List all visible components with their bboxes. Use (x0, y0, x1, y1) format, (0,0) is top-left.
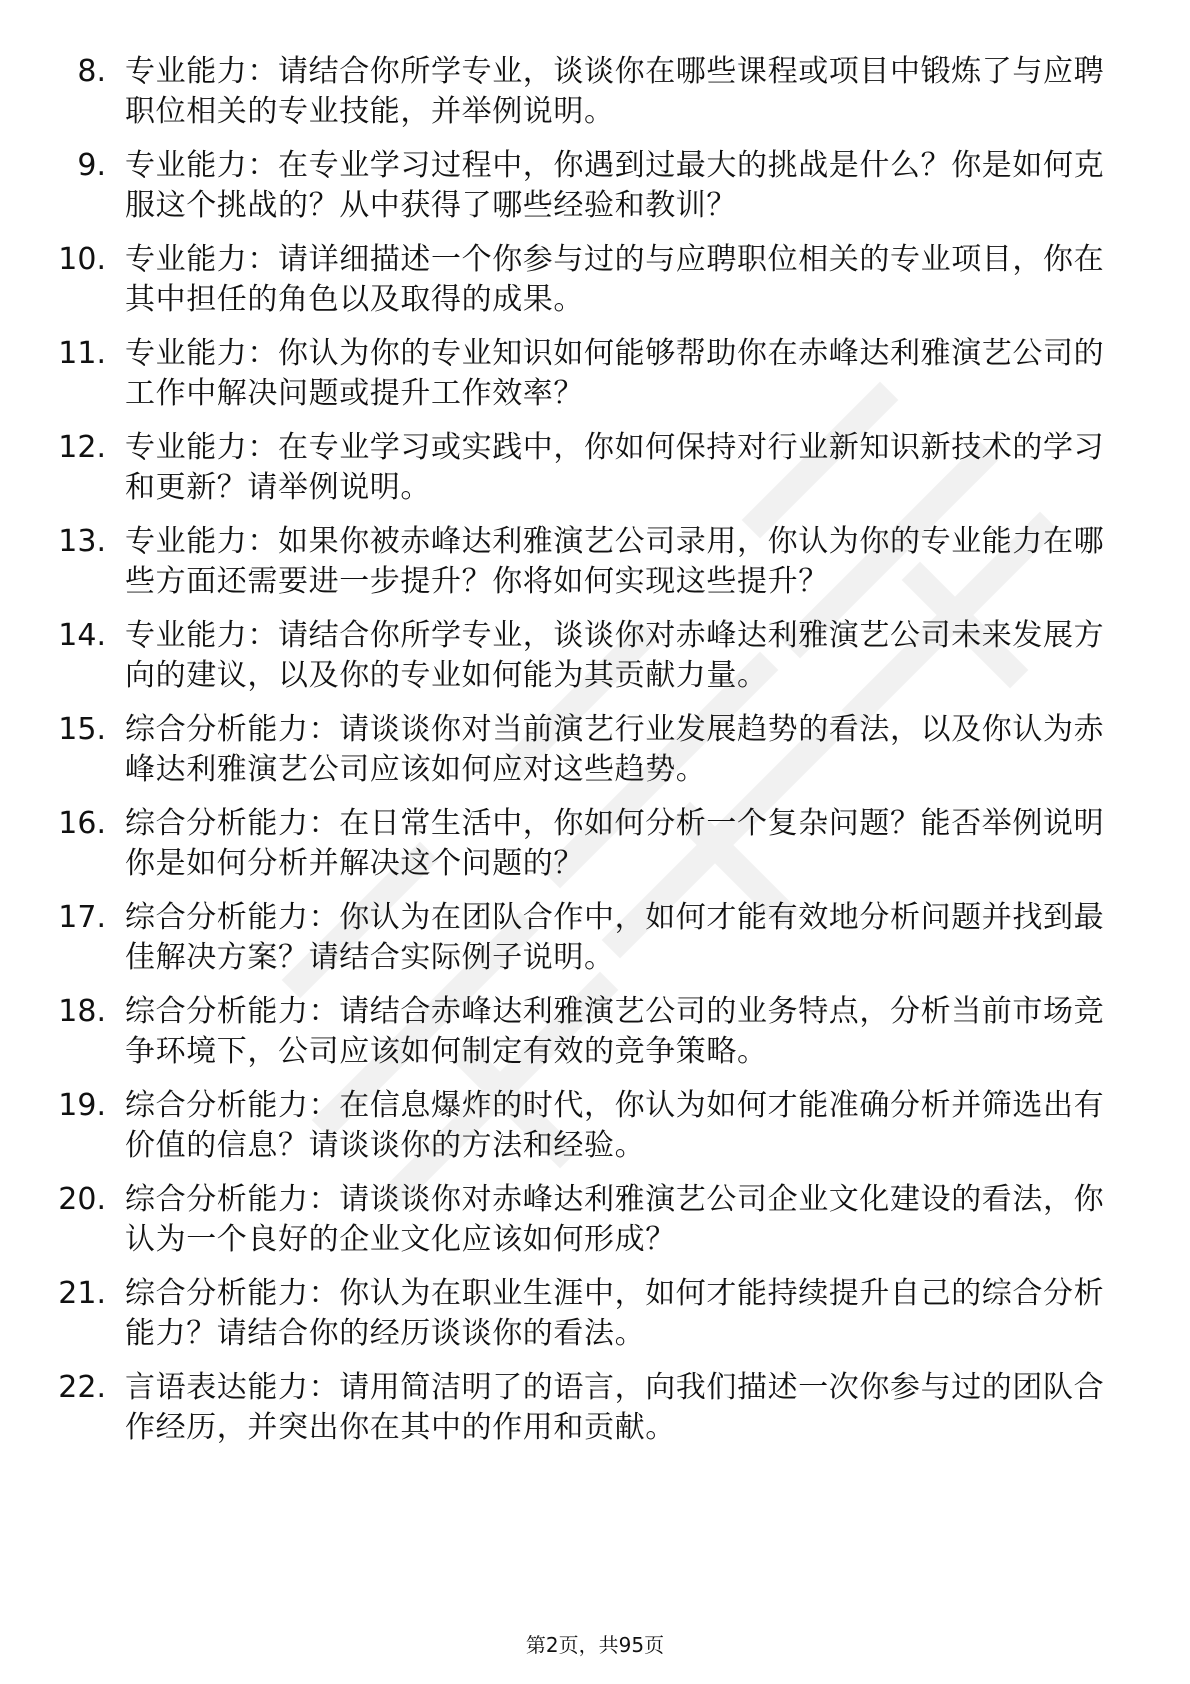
question-number: 21. (58, 1276, 106, 1311)
question-number: 10. (58, 242, 106, 277)
question-item-22 (0, 1368, 1190, 1462)
question-item-21 (0, 1274, 1190, 1368)
question-number: 13. (58, 524, 106, 559)
page-footer: 第2页，共95页 (525, 1633, 665, 1657)
question-item-17 (0, 898, 1190, 992)
question-list (0, 52, 1190, 1462)
question-item-12 (0, 428, 1190, 522)
question-item-14 (0, 616, 1190, 710)
question-text: 综合分析能力：请结合赤峰达利雅演艺公司的业务特点，分析当前市场竞争环境下，公司应该如何制定有效的竞争策略。 (125, 994, 1105, 1069)
question-text: 综合分析能力：请谈谈你对当前演艺行业发展趋势的看法，以及你认为赤峰达利雅演艺公司应该如何应对这些趋势。 (125, 712, 1105, 787)
question-text: 综合分析能力：在日常生活中，你如何分析一个复杂问题？能否举例说明你是如何分析并解决这个问题的？ (125, 806, 1105, 881)
question-number: 17. (58, 900, 106, 935)
question-text: 专业能力：请详细描述一个你参与过的与应聘职位相关的专业项目，你在其中担任的角色以及取得的成果。 (125, 242, 1105, 317)
question-item-20 (0, 1180, 1190, 1274)
question-text: 专业能力：在专业学习或实践中，你如何保持对行业新知识新技术的学习和更新？请举例说明。 (125, 430, 1105, 505)
question-text: 专业能力：在专业学习过程中，你遇到过最大的挑战是什么？你是如何克服这个挑战的？从中获得了哪些经验和教训？ (125, 148, 1105, 223)
question-text: 专业能力：如果你被赤峰达利雅演艺公司录用，你认为你的专业能力在哪些方面还需要进一步提升？你将如何实现这些提升？ (125, 524, 1105, 599)
question-text: 综合分析能力：你认为在职业生涯中，如何才能持续提升自己的综合分析能力？请结合你的经历谈谈你的看法。 (125, 1276, 1105, 1351)
question-number: 11. (58, 336, 106, 371)
question-text: 专业能力：请结合你所学专业，谈谈你对赤峰达利雅演艺公司未来发展方向的建议，以及你的专业如何能为其贡献力量。 (125, 618, 1105, 693)
question-number: 22. (58, 1370, 106, 1405)
question-item-13 (0, 522, 1190, 616)
question-item-18 (0, 992, 1190, 1086)
question-text: 综合分析能力：请谈谈你对赤峰达利雅演艺公司企业文化建设的看法，你认为一个良好的企业文化应该如何形成？ (125, 1182, 1105, 1257)
question-number: 20. (58, 1182, 106, 1217)
question-number: 9. (77, 148, 106, 183)
question-text: 专业能力：你认为你的专业知识如何能够帮助你在赤峰达利雅演艺公司的工作中解决问题或提升工作效率？ (125, 336, 1105, 411)
question-text: 专业能力：请结合你所学专业，谈谈你在哪些课程或项目中锻炼了与应聘职位相关的专业技能，并举例说明。 (125, 54, 1105, 129)
question-item-9 (0, 146, 1190, 240)
question-item-16 (0, 804, 1190, 898)
question-number: 14. (58, 618, 106, 653)
question-number: 18. (58, 994, 106, 1029)
question-text: 综合分析能力：在信息爆炸的时代，你认为如何才能准确分析并筛选出有价值的信息？请谈谈你的方法和经验。 (125, 1088, 1105, 1163)
question-item-8 (0, 52, 1190, 146)
question-number: 8. (77, 54, 106, 89)
question-item-11 (0, 334, 1190, 428)
question-text: 综合分析能力：你认为在团队合作中，如何才能有效地分析问题并找到最佳解决方案？请结合实际例子说明。 (125, 900, 1105, 975)
question-number: 15. (58, 712, 106, 747)
question-number: 16. (58, 806, 106, 841)
question-item-19 (0, 1086, 1190, 1180)
question-item-10 (0, 240, 1190, 334)
question-text: 言语表达能力：请用简洁明了的语言，向我们描述一次你参与过的团队合作经历，并突出你在其中的作用和贡献。 (125, 1370, 1105, 1445)
question-number: 19. (58, 1088, 106, 1123)
question-number: 12. (58, 430, 106, 465)
question-item-15 (0, 710, 1190, 804)
